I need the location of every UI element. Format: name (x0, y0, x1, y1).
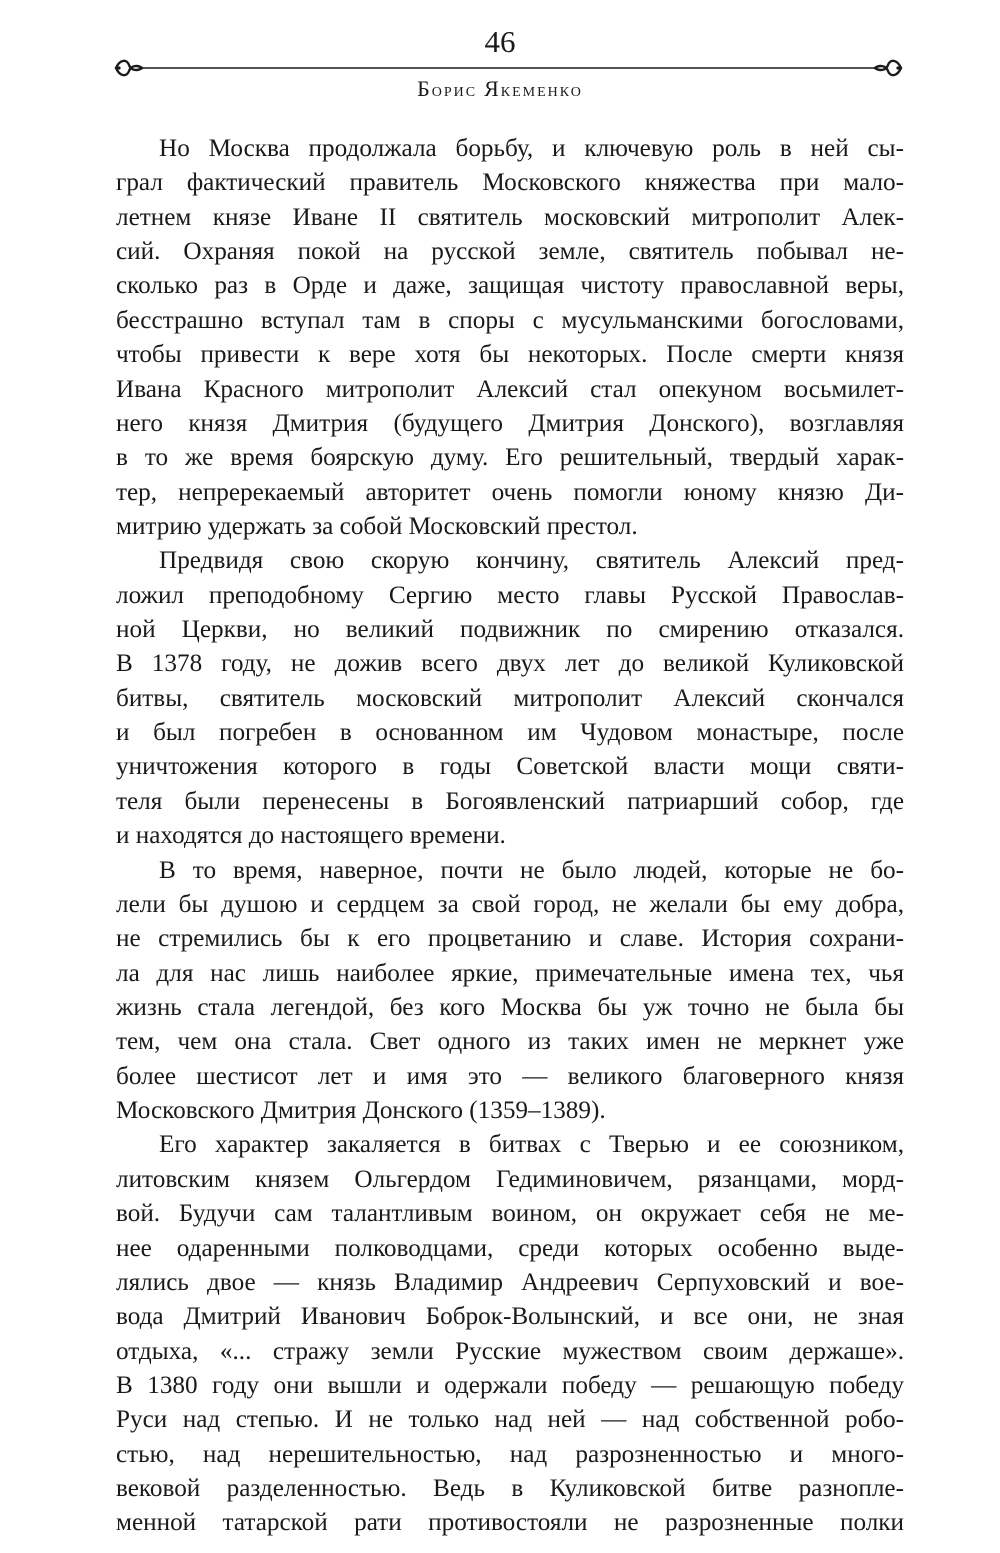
running-head-last-rest: кеменко (500, 79, 583, 101)
text-line: вой. Будучи сам талантливым воином, он окружает себя не ме- (116, 1200, 904, 1228)
text-line: Ивана Красного митрополит Алексий стал опекуном восьмилет- (116, 375, 904, 403)
text-line: Московского Дмитрия Донского (1359–1389). (116, 1097, 606, 1125)
text-line: менной татарской рати противостояли не разрозненные полки (116, 1509, 904, 1537)
text-line: вековой разделенностью. Ведь в Куликовской битве разнопле- (116, 1475, 904, 1503)
text-line: в то же время боярскую думу. Его решительный, твердый харак- (116, 444, 904, 472)
text-line: не стремились бы к его процветанию и славе. История сохрани- (116, 925, 904, 953)
text-line: ложил преподобному Сергию место главы Русской Православ- (116, 581, 904, 609)
text-line: Руси над степью. И не только над ней — над собственной робо- (116, 1406, 904, 1434)
text-line: ла для нас лишь наиболее яркие, примечательные имена тех, чья (116, 959, 904, 987)
text-line: В 1380 году они вышли и одержали победу — решающую победу (116, 1371, 904, 1399)
text-line: тем, чем она стала. Свет одного из таких имен не меркнет уже (116, 1028, 904, 1056)
running-head-last-initial: Я (484, 76, 501, 101)
right-flourish-icon (875, 61, 901, 75)
text-line: лялись двое — князь Владимир Андреевич Серпуховский и вое- (116, 1268, 904, 1296)
text-line: грал фактический правитель Московского княжества при мало- (116, 169, 904, 197)
text-line: ной Церкви, но великий подвижник по смирению отказался. (116, 616, 904, 644)
text-line: теля были перенесены в Богоявленский патриарший собор, где (116, 787, 904, 815)
text-line: и находятся до настоящего времени. (116, 822, 506, 850)
text-line: Его характер закаляется в битвах с Тверью и ее союзником, (159, 1131, 904, 1159)
text-line: жизнь стала легендой, без кого Москва бы уж точно не была бы (116, 993, 904, 1021)
text-line: летнем князе Иване II святитель московский митрополит Алек- (116, 203, 904, 231)
text-line: вода Дмитрий Иванович Боброк-Волынский, и все они, не зная (116, 1303, 904, 1331)
text-line: него князя Дмитрия (будущего Дмитрия Донского), возглавляя (116, 409, 904, 437)
text-line: лели бы душою и сердцем за свой город, не желали бы ему добра, (116, 890, 904, 918)
text-line: бесстрашно вступал там в споры с мусульманскими богословами, (116, 306, 904, 334)
text-line: литовским князем Ольгердом Гедиминовичем, рязанцами, морд- (116, 1165, 904, 1193)
text-line: сий. Охраняя покой на русской земле, святитель побывал не- (116, 238, 904, 266)
text-line: нее одаренными полководцами, среди которых особенно выде- (116, 1234, 904, 1262)
text-line: тер, непререкаемый авторитет очень помогли юному князю Ди- (116, 478, 904, 506)
text-line: В 1378 году, не дожив всего двух лет до великой Куликовской (116, 650, 904, 678)
text-line: сколько раз в Орде и даже, защищая чистоту православной веры, (116, 272, 904, 300)
text-line: Предвидя свою скорую кончину, святитель Алексий пред- (159, 547, 904, 575)
text-line: отдыха, «... стражу земли Русские мужеством своим держаше». (116, 1337, 904, 1365)
body-text (116, 132, 904, 1541)
text-line: и был погребен в основанном им Чудовом монастыре, после (116, 719, 904, 747)
page-number: 46 (484, 24, 516, 59)
text-line: более шестисот лет и имя это — великого благоверного князя (116, 1062, 904, 1090)
text-line: стью, над нерешительностью, над разрозненностью и много- (116, 1440, 904, 1468)
running-head-first-initial: Б (417, 76, 432, 101)
text-line: битвы, святитель московский митрополит Алексий скончался (116, 684, 904, 712)
text-line: чтобы привести к вере хотя бы некоторых. После смерти князя (116, 341, 904, 369)
left-flourish-icon (116, 61, 142, 75)
text-line: В то время, наверное, почти не было людей, которые не бо- (159, 856, 904, 884)
text-line: митрию удержать за собой Московский престол. (116, 512, 638, 540)
running-head-author (0, 76, 1000, 103)
text-line: уничтожения которого в годы Советской власти мощи святи- (116, 753, 904, 781)
text-line: Но Москва продолжала борьбу, и ключевую роль в ней сы- (159, 135, 904, 162)
running-head-first-rest: орис (431, 79, 478, 101)
